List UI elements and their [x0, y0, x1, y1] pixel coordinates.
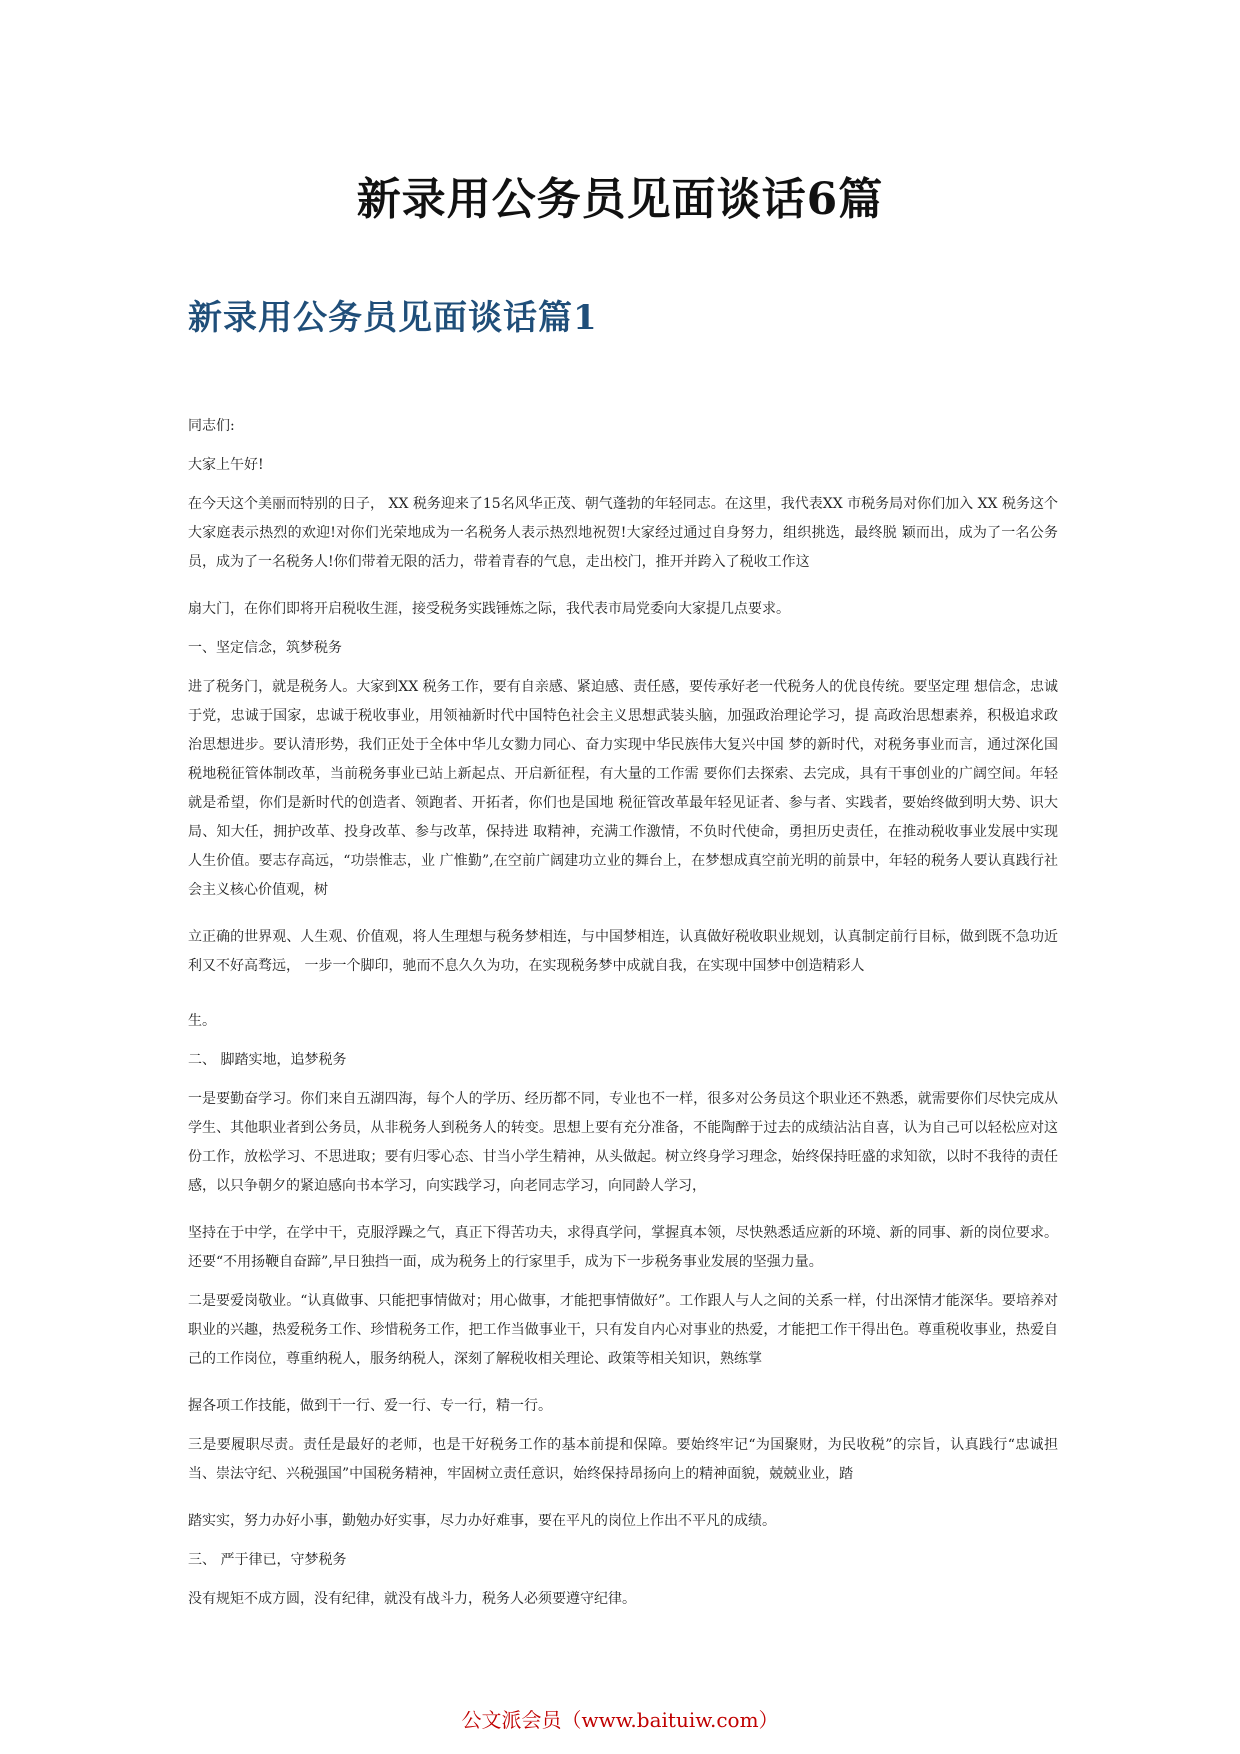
paragraph-salutation: 同志们: [188, 418, 235, 434]
subheading-2: 二、 脚踏实地，追梦税务 [188, 1052, 347, 1068]
paragraph: 踏实实，努力办好小事，勤勉办好实事，尽力办好难事，要在平凡的岗位上作出不平凡的成绩。 [188, 1513, 776, 1529]
document-body [188, 412, 1058, 1624]
paragraph: 握各项工作技能，做到干一行、爱一行、专一行，精一行。 [188, 1398, 552, 1414]
paragraph: 没有规矩不成方圆，没有纪律，就没有战斗力，税务人必须要遵守纪律。 [188, 1591, 636, 1607]
paragraph: 三是要履职尽责。责任是最好的老师，也是干好税务工作的基本前提和保障。要始终牢记“为国聚财，为民收税”的宗旨，认真践行“忠诚担当、崇法守纪、兴税强国”中国税务精神，牢固树立责任意识，始终保持昂扬向上的精神面貌，兢兢业业，踏 [188, 1437, 1058, 1482]
section-heading: 新录用公务员见面谈话篇1 [188, 298, 598, 338]
subheading-3: 三、 严于律已，守梦税务 [188, 1552, 347, 1568]
paragraph: 坚持在于中学，在学中干，克服浮躁之气，真正下得苦功夫，求得真学问，掌握真本领，尽快熟悉适应新的环境、新的同事、新的岗位要求。还要“不用扬鞭自奋蹄”,早日独挡一面，成为税务上的行家里手，成为下一步税务事业发展的坚强力量。 [188, 1225, 1058, 1270]
paragraph: 二是要爱岗敬业。“认真做事、只能把事情做对；用心做事，才能把事情做好”。工作跟人与人之间的关系一样，付出深情才能深华。要培养对职业的兴趣，热爱税务工作、珍惜税务工作，把工作当做事业干，只有发自内心对事业的热爱，才能把工作干得出色。尊重税收事业，热爱自己的工作岗位，尊重纳税人，服务纳税人，深刻了解税收相关理论、政策等相关知识，熟练掌 [188, 1293, 1058, 1367]
paragraph: 进了税务门，就是税务人。大家到XX 税务工作，要有自亲感、紧迫感、责任感，要传承好老一代税务人的优良传统。要坚定理 想信念，忠诚于党，忠诚于国家，忠诚于税收事业，用领袖新时代中国特色社会主义思想武装头脑，加强政治理论学习，提 高政治思想素养，积极追求政治思想进步。要认清形势，我们正处于全体中华儿女勠力同心、奋力实现中华民族伟大复兴中国 梦的新时代，对税务事业而言，通过深化国税地税征管体制改革，当前税务事业已站上新起点、开启新征程，有大量的工作需 要你们去探索、去完成，具有干事创业的广阔空间。年轻就是希望，你们是新时代的创造者、领跑者、开拓者，你们也是国地 税征管改革最年轻见证者、参与者、实践者，要始终做到明大势、识大局、知大任，拥护改革、投身改革、参与改革，保持进 取精神，充满工作激情，不负时代使命，勇担历史责任，在推动税收事业发展中实现人生价值。要志存高远，“功崇惟志，业 广惟勤”,在空前广阔建功立业的舞台上，在梦想成真空前光明的前景中，年轻的税务人要认真践行社会主义核心价值观，树 [188, 679, 1058, 898]
paragraph: 在今天这个美丽而特别的日子， XX 税务迎来了15名风华正茂、朝气蓬勃的年轻同志。在这里，我代表XX 市税务局对你们加入 XX 税务这个大家庭表示热烈的欢迎!对你们光荣地成为一名税务人表示热烈地祝贺!大家经过通过自身努力，组织挑选，最终脱 颖而出，成为了一名公务员，成为了一名税务人!你们带着无限的活力，带着青春的气息，走出校门，推开并跨入了税收工作这 [188, 496, 1058, 570]
paragraph: 一是要勤奋学习。你们来自五湖四海，每个人的学历、经历都不同，专业也不一样，很多对公务员这个职业还不熟悉，就需要你们尽快完成从学生、其他职业者到公务员，从非税务人到税务人的转变。思想上要有充分准备，不能陶醉于过去的成绩沾沾自喜，认为自己可以轻松应对这份工作，放松学习、不思进取；要有归零心态、甘当小学生精神，从头做起。树立终身学习理念，始终保持旺盛的求知欲，以时不我待的责任感，以只争朝夕的紧迫感向书本学习，向实践学习，向老同志学习，向同龄人学习， [188, 1091, 1058, 1194]
document-title: 新录用公务员见面谈话6篇 [356, 174, 884, 225]
paragraph: 立正确的世界观、人生观、价值观，将人生理想与税务梦相连，与中国梦相连，认真做好税收职业规划，认真制定前行目标，做到既不急功近利又不好高骛远， 一步一个脚印，驰而不息久久为功，在实现税务梦中成就自我，在实现中国梦中创造精彩人 [188, 929, 1058, 974]
paragraph: 扇大门，在你们即将开启税收生涯，接受税务实践锤炼之际，我代表市局党委向大家提几点要求。 [188, 601, 790, 617]
paragraph-greeting: 大家上午好! [188, 457, 264, 473]
subheading-1: 一、坚定信念，筑梦税务 [188, 640, 342, 656]
footer-watermark: 公文派会员（www.baituiw.com） [461, 1708, 779, 1732]
paragraph: 生。 [188, 1013, 216, 1029]
